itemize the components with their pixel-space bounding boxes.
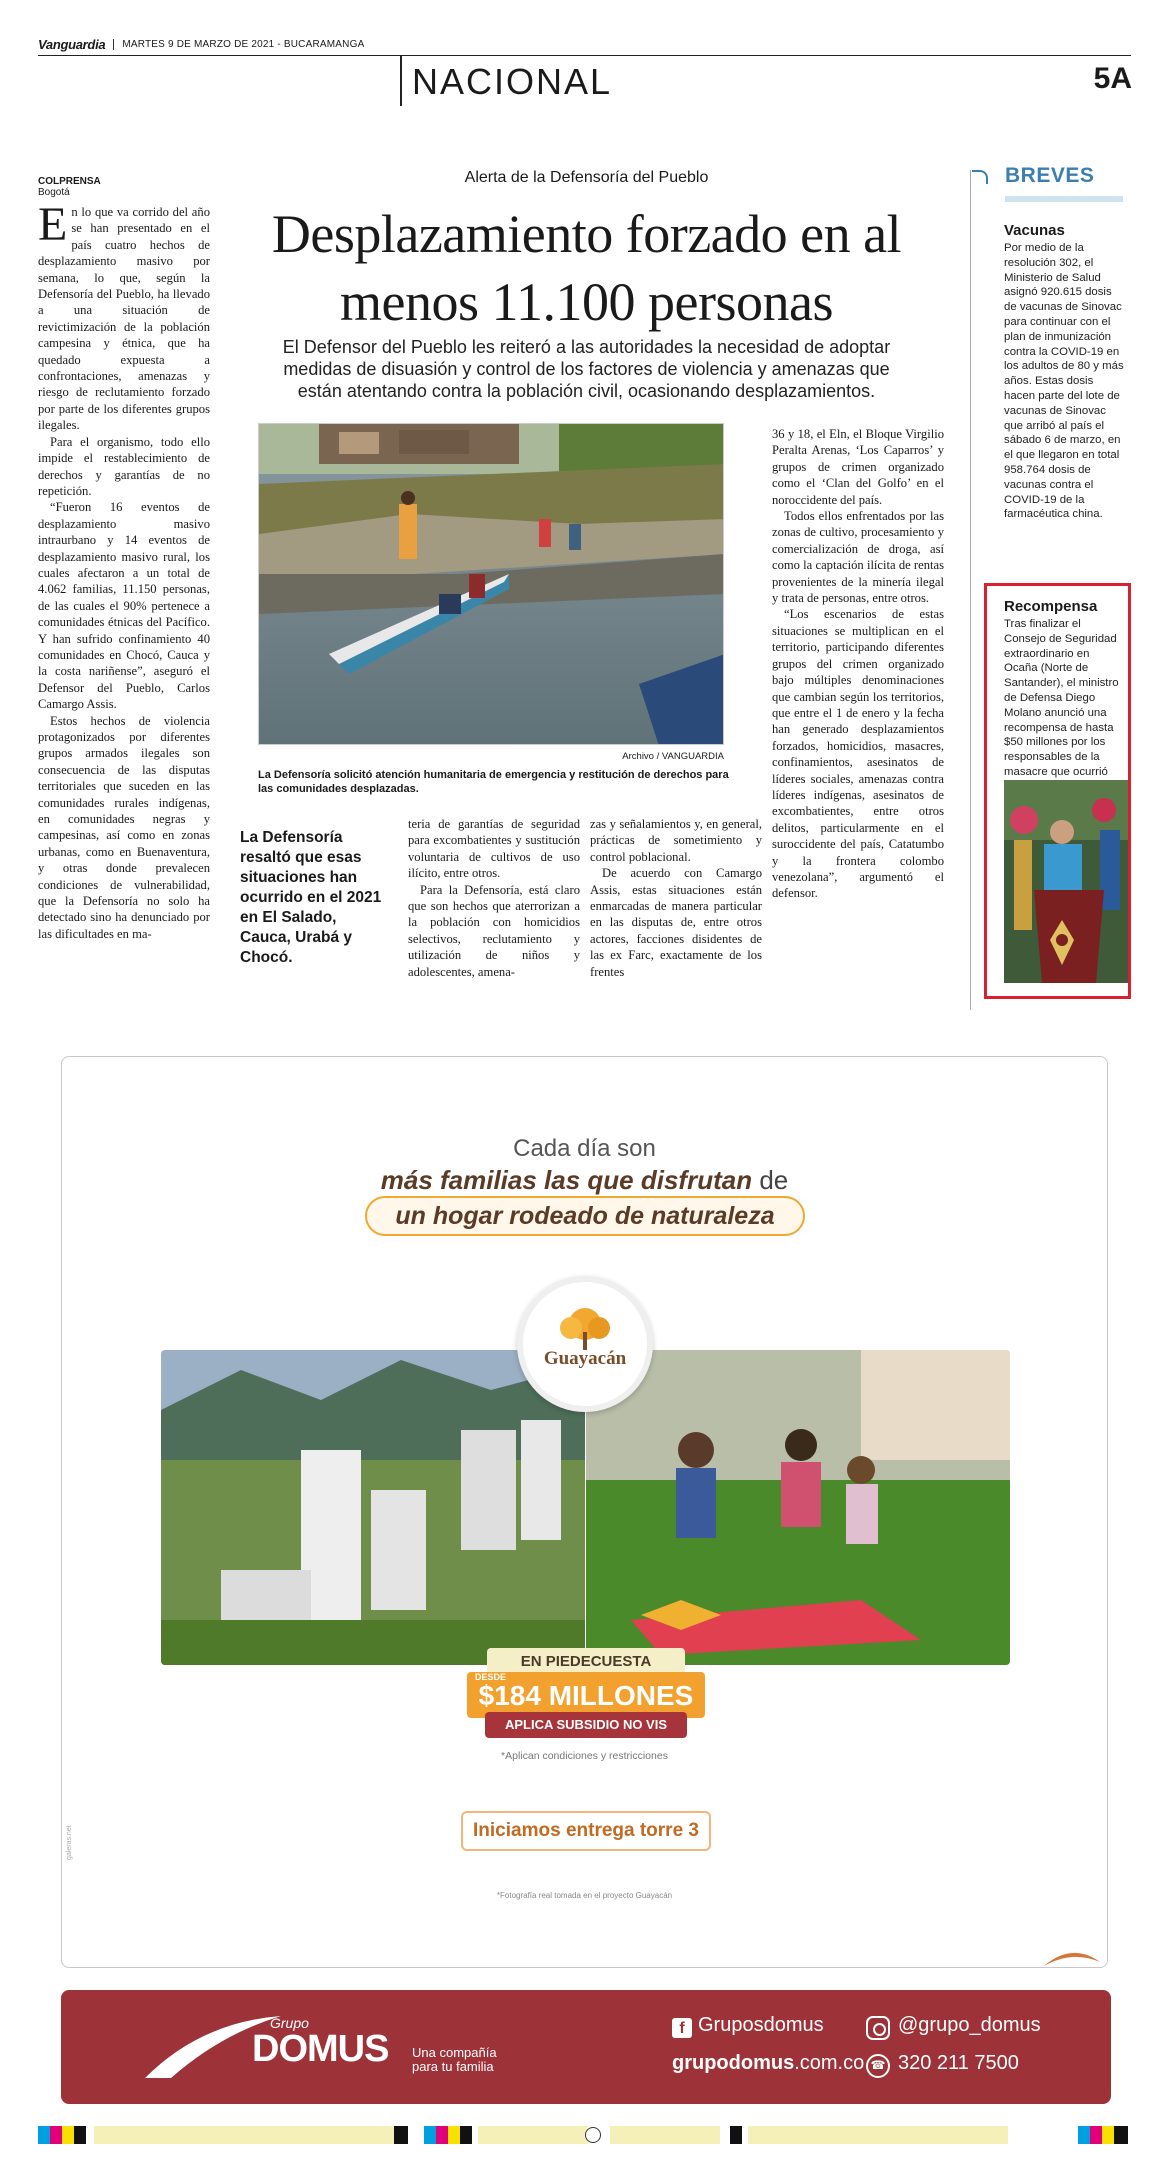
pull-quote: La Defensoría resaltó que esas situaciones han ocurrido en el 2021 en El Salado, Cauca, Urabá y Chocó. — [240, 829, 382, 966]
footer-grupo-label: Grupo — [270, 2015, 309, 2031]
ad-headline-line2: más familias las que disfrutan de — [380, 1165, 789, 1195]
phone-number[interactable]: 320 211 7500 — [898, 2052, 1019, 2074]
article-column-3 — [590, 816, 762, 1006]
ad-cta-button[interactable]: Iniciamos entrega torre 3 — [461, 1811, 711, 1851]
article-column-4 — [772, 426, 944, 1006]
article-column-1 — [38, 198, 210, 1004]
breves-underline — [1005, 196, 1123, 202]
article-deck: El Defensor del Pueblo les reiteró a las autoridades la necesidad de adoptar medidas de disuasión y control de los factores de violencia y amenazas que están atentando contra la población civil, ocasionando desplazamientos. — [282, 337, 891, 401]
article-paragraph: teria de garantías de seguridad para excombatientes y sustitución voluntaria de cultivos de uso ilícito, entre otros. — [408, 817, 580, 881]
article-paragraph: Estos hechos de violencia protagonizados por diferentes grupos armados ilegales son consecuencia de las disputas territoriales que suceden en las comunidades rurales indígenas, en comunidades negras y campesinas, así como en zonas urbanas, como en Buenaventura, y otras donde prevalecen condiciones de vulnerabilidad, que la Defensoría no solo ha detectado sino ha denunciado por las dificultades en ma- — [38, 713, 210, 941]
location-banner: EN PIEDECUESTA — [487, 1648, 685, 1676]
article-paragraph: “Los escenarios de estas situaciones se multiplican en el territorio, participando diferentes grupos del crimen organizado bajo múltiples denominaciones que cambian según los territorios, que entre el 1 de enero y la fecha han generado desplazamientos forzados, homicidios, masacres, confinamientos, asesinatos de líderes sociales, amenazas contra líderes indígenas, asesinatos de excombatientes, entre otros delitos, particularmente en el suroccidente del país, Catatumbo y la frontera colombo venezolana”, argumentó el defensor. — [772, 607, 944, 901]
ad-headline-line3: un hogar rodeado de naturaleza — [365, 1196, 805, 1236]
footer-brand: DOMUS — [252, 2028, 389, 2070]
instagram-handle[interactable]: @grupo_domus — [898, 2014, 1041, 2036]
color-registration-strip — [38, 2126, 1132, 2144]
instagram-icon — [866, 2016, 890, 2040]
article-kicker: Alerta de la Defensoría del Pueblo — [464, 169, 709, 186]
byline — [38, 176, 101, 198]
article-paragraph: Todos ellos enfrentados por las zonas de cultivo, procesamiento y comercialización de droga, así como la captación ilícita de rentas provenientes de la minería ilegal y trata de personas, entre otros. — [772, 509, 944, 606]
masthead — [38, 34, 1131, 56]
footer-tagline: Una compañía para tu familia — [412, 2045, 497, 2074]
article-headline: Desplazamiento forzado en al menos 11.100 personas — [271, 204, 902, 332]
website-link[interactable]: grupodomus.com.co — [672, 2052, 865, 2074]
breve-photo — [1004, 780, 1128, 983]
tree-icon — [523, 1282, 647, 1406]
photo-note: *Fotografía real tomada en el proyecto Guayacán — [496, 1891, 673, 1900]
article-paragraph: zas y señalamientos y, en general, prácticas de sometimiento y control poblacional. — [590, 817, 762, 864]
article-paragraph: De acuerdo con Camargo Assis, estas situaciones están enmarcadas de manera particular en las disputas de, entre otros actores, facciones disidentes de las ex Farc, exactamente de los frentes — [590, 866, 762, 979]
subsidy-badge: APLICA SUBSIDIO NO VIS — [485, 1712, 687, 1738]
facebook-handle[interactable]: Gruposdomus — [698, 2014, 824, 2036]
breve-item — [1004, 222, 1126, 522]
article-paragraph: 36 y 18, el Eln, el Bloque Virgilio Peralta Arenas, ‘Los Caparros’ y grupos de crimen organizado como el ‘Clan del Golfo’ en el noroccidente del país. — [772, 427, 944, 507]
side-note: galeras.net — [66, 1825, 73, 1860]
minister-podium-image — [1004, 780, 1128, 983]
breve-item — [1004, 598, 1122, 809]
ad-footer-bar — [61, 1990, 1111, 2104]
dateline: MARTES 9 DE MARZO DE 2021 - BUCARAMANGA — [113, 39, 364, 50]
guayacan-logo-circle — [517, 1276, 653, 1412]
ad-headline-line3-wrap — [365, 1196, 805, 1236]
guayacan-logo-text: Guayacán — [543, 1348, 627, 1369]
breves-title: BREVES — [1005, 164, 1095, 187]
whatsapp-icon: ☎ — [866, 2054, 890, 2078]
article-paragraph: Para el organismo, todo ello impide el restablecimiento de derechos y garantías de no repetición. — [38, 434, 210, 498]
breve-body: Por medio de la resolución 302, el Ministerio de Salud asignó 920.615 dosis de vacunas de Sinovac para continuar con el plan de inmunización contra la COVID-19 en los adultos de 80 y más años. Estas dosis hacen parte del lote de vacunas de Sinovac que arribó al país el sábado 6 de marzo, en el que llegaron en total 958.764 dosis de vacunas contra el COVID-19 de la farmacéutica china. — [1004, 242, 1124, 521]
price-value: $184 MILLONES — [478, 1680, 694, 1711]
breve-title: Recompensa — [1004, 598, 1098, 615]
page-number: 5A — [1093, 62, 1132, 95]
article-photo — [258, 423, 724, 745]
photo-credit: Archivo / VANGUARDIA — [622, 751, 724, 762]
ad-headline-line1: Cada día son — [513, 1135, 656, 1162]
byline-agency: COLPRENSA — [38, 176, 101, 187]
registration-mark-icon — [585, 2127, 601, 2143]
facebook-icon: f — [672, 2018, 692, 2038]
article-column-2 — [408, 816, 580, 1006]
breves-bracket-icon — [972, 170, 988, 184]
byline-city: Bogotá — [38, 187, 70, 198]
ad-conditions: *Aplican condiciones y restricciones — [501, 1750, 668, 1762]
price-prefix: DESDE — [475, 1672, 507, 1682]
section-title: NACIONAL — [400, 56, 612, 106]
article-paragraph: Para la Defensoría, está claro que son hechos que aterrorizan a la población con homicidios selectivos, reclutamiento y utilización de niños y adolescentes, amena- — [408, 882, 580, 979]
river-canoe-image — [259, 424, 724, 745]
article-paragraph: En lo que va corrido del año se han presentado en el país cuatro hechos de desplazamiento masivo por semana, lo que, según la Defensoría del Pueblo, ha llevado a una situación de revictimización de la población campesina y étnica, que ha quedado expuesta a confrontaciones, amenazas y riesgo de reclutamiento forzado por parte de los diferentes grupos ilegales. — [38, 198, 210, 433]
swoosh-icon — [1042, 1942, 1102, 1973]
photo-caption: La Defensoría solicitó atención humanitaria de emergencia y restitución de derechos para las comunidades desplazadas. — [258, 769, 729, 795]
drop-cap: E — [38, 198, 68, 251]
article-paragraph: “Fueron 16 eventos de desplazamiento masivo intraurbano y 14 eventos de desplazamiento masivo rural, los cuales afectaron a un total de 4.062 familias, 11.150 personas, de las cuales el 90% pertenece a comunidades étnicas del Pacífico. Y han sufrido confinamiento 40 comunidades en Chocó, Cauca y la costa nariñense”, aseguró el Defensor del Pueblo, Carlos Camargo Assis. — [38, 500, 210, 712]
newspaper-logo: Vanguardia — [38, 37, 106, 52]
breve-title: Vacunas — [1004, 222, 1065, 239]
breve-body: Tras finalizar el Consejo de Seguridad extraordinario en Ocaña (Norte de Santander), el ministro de Defensa Diego Molano anunció una recompensa de hasta $50 millones por los responsables de la masacre que ocurrió — [1004, 618, 1119, 778]
